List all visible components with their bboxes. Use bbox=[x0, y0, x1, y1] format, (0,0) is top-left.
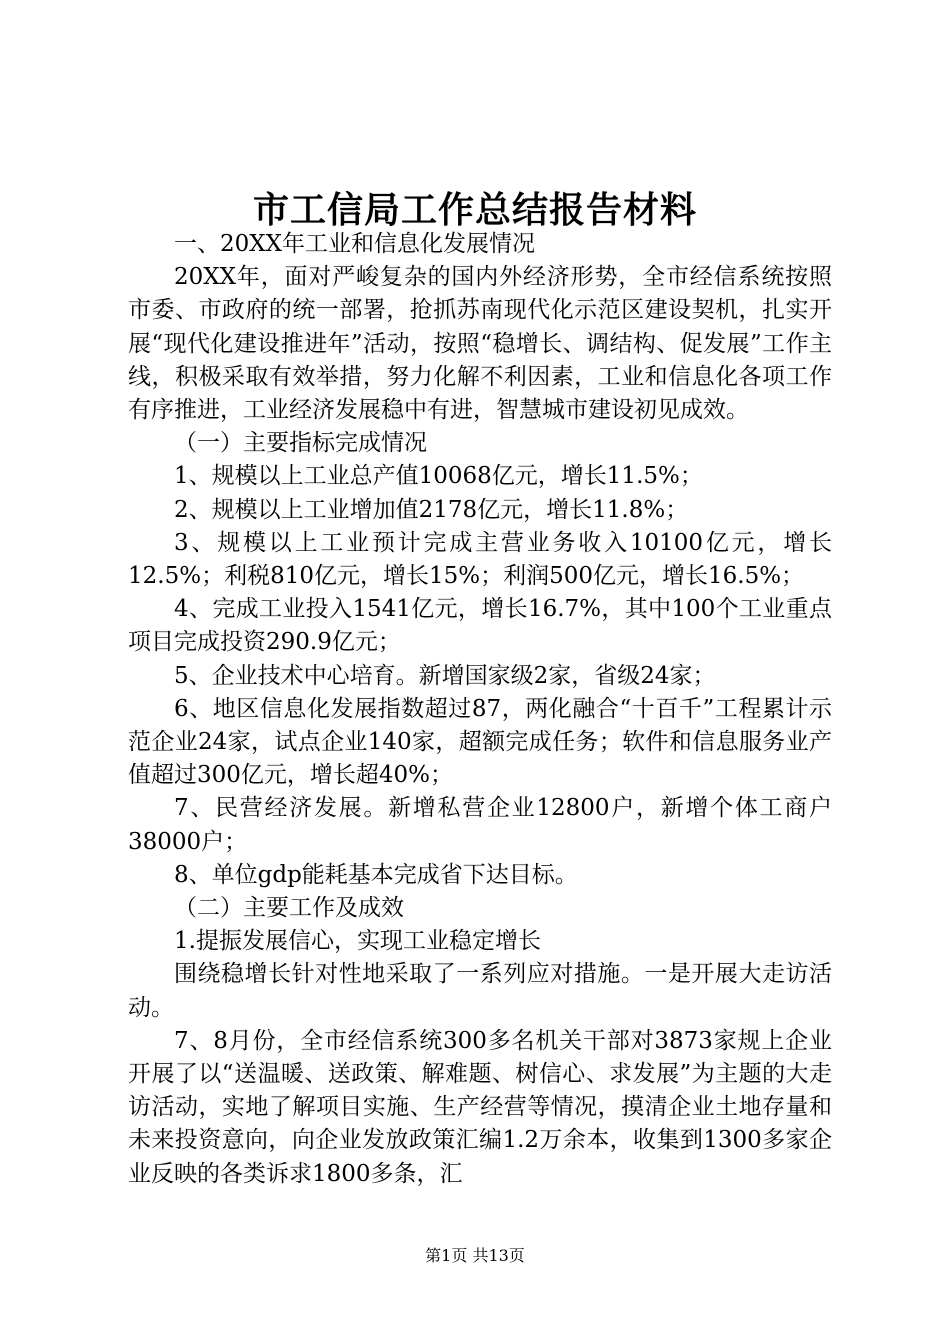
list-item: 7、民营经济发展。新增私营企业12800户，新增个体工商户38000户； bbox=[128, 795, 832, 855]
list-item: 2、规模以上工业增加值2178亿元，增长11.8%； bbox=[174, 496, 689, 523]
paragraph: 20XX年，面对严峻复杂的国内外经济形势，全市经信系统按照市委、市政府的统一部署，抢抓苏南现代化示范区建设契机，扎实开展“现代化建设推进年”活动，按照“稳增长、调结构、促发展”工作主线，积极采取有效举措，努力化解不利因素，工业和信息化各项工作有序推进，工业经济发展稳中有进，智慧城市建设初见成效。 bbox=[128, 264, 832, 424]
list-item: 4、完成工业投入1541亿元，增长16.7%，其中100个工业重点项目完成投资290.9亿元； bbox=[128, 596, 832, 656]
section-heading: 一、20XX年工业和信息化发展情况 bbox=[174, 231, 536, 257]
subsection-heading: （二）主要工作及成效 bbox=[174, 895, 404, 922]
subsection-heading: （一）主要指标完成情况 bbox=[174, 430, 427, 457]
page-footer: 第1页 共13页 bbox=[425, 1246, 525, 1265]
list-item: 8、单位gdp能耗基本完成省下达目标。 bbox=[174, 861, 578, 888]
list-item: 6、地区信息化发展指数超过87，两化融合“十百千”工程累计示范企业24家，试点企业140家，超额完成任务；软件和信息服务业产值超过300亿元，增长超40%； bbox=[128, 695, 832, 789]
list-item: 1、规模以上工业总产值10068亿元，增长11.5%； bbox=[174, 463, 703, 490]
list-item: 5、企业技术中心培育。新增国家级2家，省级24家； bbox=[174, 662, 716, 689]
list-item: 3、规模以上工业预计完成主营业务收入10100亿元，增长12.5%；利税810亿元，增长15%；利润500亿元，增长16.5%； bbox=[128, 529, 832, 590]
document-body bbox=[128, 228, 832, 1191]
item-heading: 1.提振发展信心，实现工业稳定增长 bbox=[174, 928, 541, 955]
paragraph: 围绕稳增长针对性地采取了一系列应对措施。一是开展大走访活动。 bbox=[128, 961, 832, 1021]
document-title: 市工信局工作总结报告材料 bbox=[252, 189, 697, 231]
paragraph: 7、8月份，全市经信系统300多名机关干部对3873家规上企业开展了以“送温暖、送政策、解难题、树信心、求发展”为主题的大走访活动，实地了解项目实施、生产经营等情况，摸清企业土地存量和未来投资意向，向企业发放政策汇编1.2万余本，收集到1300多家企业反映的各类诉求1800多条，汇 bbox=[128, 1027, 832, 1187]
